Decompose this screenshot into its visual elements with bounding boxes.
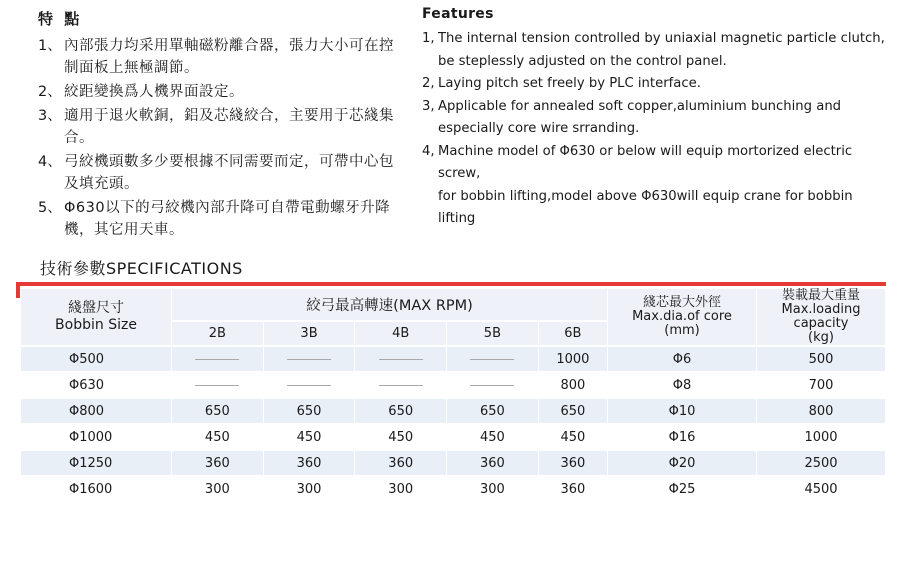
bobbin-size-header-zh: 綫盤尺寸 (68, 300, 124, 316)
bobbin-size-cell: Φ1600 (21, 477, 171, 501)
rpm-cell: 300 (355, 477, 446, 501)
en-feature-num: 4, (422, 143, 435, 159)
core-dia-header-unit: (mm) (664, 323, 700, 338)
rpm-cell (172, 347, 263, 371)
empty-dash (470, 385, 514, 386)
rpm-cell: 450 (539, 425, 607, 449)
capacity-cell: 700 (757, 373, 885, 397)
zh-feature-text: 適用于退火軟銅，鋁及芯綫絞合，主要用于芯綫集合。 (64, 108, 394, 146)
empty-dash (379, 359, 423, 360)
rpm-cell: 650 (264, 399, 355, 423)
bobbin-size-cell: Φ500 (21, 347, 171, 371)
zh-feature-item (38, 105, 408, 149)
zh-feature-text: 絞距變換爲人機界面設定。 (64, 84, 244, 100)
core-dia-cell: Φ25 (608, 477, 756, 501)
empty-dash (470, 359, 514, 360)
en-feature-num (422, 186, 438, 231)
rpm-sub-header: 3B (264, 322, 355, 345)
rpm-cell (355, 347, 446, 371)
zh-feature-item (38, 35, 408, 79)
capacity-header-zh: 裝載最大重量 (781, 288, 860, 303)
bobbin-size-cell: Φ800 (21, 399, 171, 423)
accent-bar (16, 282, 886, 286)
zh-feature-text: 內部張力均采用單軸磁粉離合器，張力大小可在控制面板上無極調節。 (64, 38, 394, 76)
capacity-cell: 800 (757, 399, 885, 423)
table-row (21, 477, 885, 501)
en-features-title: Features (422, 6, 494, 22)
rpm-cell (447, 347, 538, 371)
rpm-cell: 360 (264, 451, 355, 475)
en-feature-item (422, 186, 892, 231)
rpm-cell: 650 (172, 399, 263, 423)
bobbin-size-cell: Φ1250 (21, 451, 171, 475)
zh-features (38, 8, 408, 243)
en-feature-text: Machine model of Φ630 or below will equip mortorized electric screw, (438, 143, 853, 181)
table-row (21, 425, 885, 449)
rpm-cell (264, 347, 355, 371)
core-dia-cell: Φ20 (608, 451, 756, 475)
rpm-cell: 650 (539, 399, 607, 423)
en-feature-num: 2, (422, 76, 435, 91)
bobbin-size-cell: Φ630 (21, 373, 171, 397)
rpm-sub-header: 6B (539, 322, 607, 345)
rpm-cell: 300 (172, 477, 263, 501)
rpm-cell: 450 (447, 425, 538, 449)
rpm-cell: 300 (447, 477, 538, 501)
rpm-cell: 360 (172, 451, 263, 475)
empty-dash (195, 385, 239, 386)
specs-table (20, 287, 886, 503)
empty-dash (287, 385, 331, 386)
rpm-cell: 450 (355, 425, 446, 449)
zh-feature-num: 3、 (38, 108, 62, 124)
capacity-cell: 500 (757, 347, 885, 371)
specs-heading: 技術參數SPECIFICATIONS (40, 259, 243, 278)
zh-feature-num: 4、 (38, 154, 62, 170)
en-feature-text: The internal tension controlled by uniaxial magnetic particle clutch, be steplessly adjusted on the control panel. (438, 31, 885, 69)
capacity-cell: 1000 (757, 425, 885, 449)
rpm-cell: 360 (355, 451, 446, 475)
capacity-header-unit: (kg) (808, 330, 834, 345)
zh-features-title: 特 點 (38, 10, 83, 28)
bobbin-size-header-en: Bobbin Size (55, 317, 137, 333)
core-dia-header (608, 289, 756, 345)
zh-feature-item (38, 81, 408, 103)
zh-feature-num: 5、 (38, 200, 62, 216)
zh-feature-text: Φ630以下的弓絞機內部升降可自帶電動螺牙升降機，其它用天車。 (64, 200, 391, 238)
rpm-cell: 360 (539, 477, 607, 501)
rpm-cell (172, 373, 263, 397)
en-feature-item (422, 96, 892, 141)
core-dia-header-en: Max.dia.of core (632, 309, 732, 324)
table-row (21, 373, 885, 397)
zh-feature-item (38, 197, 408, 241)
en-feature-text: Laying pitch set freely by PLC interface. (438, 76, 701, 91)
en-feature-item (422, 141, 892, 186)
core-dia-cell: Φ16 (608, 425, 756, 449)
rpm-cell: 650 (355, 399, 446, 423)
core-dia-header-zh: 綫芯最大外徑 (642, 295, 721, 310)
max-rpm-header: 絞弓最高轉速(MAX RPM) (172, 289, 607, 320)
rpm-sub-header: 4B (355, 322, 446, 345)
empty-dash (195, 359, 239, 360)
capacity-cell: 2500 (757, 451, 885, 475)
en-features (422, 6, 892, 231)
rpm-cell (264, 373, 355, 397)
core-dia-cell: Φ6 (608, 347, 756, 371)
rpm-cell: 300 (264, 477, 355, 501)
en-feature-num: 1, (422, 31, 435, 46)
rpm-cell: 1000 (539, 347, 607, 371)
rpm-cell: 360 (539, 451, 607, 475)
rpm-cell (447, 373, 538, 397)
empty-dash (287, 359, 331, 360)
table-row (21, 347, 885, 371)
capacity-cell: 4500 (757, 477, 885, 501)
rpm-cell: 450 (172, 425, 263, 449)
rpm-cell: 360 (447, 451, 538, 475)
core-dia-cell: Φ10 (608, 399, 756, 423)
zh-feature-num: 2、 (38, 84, 62, 100)
rpm-cell: 450 (264, 425, 355, 449)
capacity-header (757, 289, 885, 345)
rpm-sub-header: 5B (447, 322, 538, 345)
rpm-sub-header: 2B (172, 322, 263, 345)
rpm-cell: 650 (447, 399, 538, 423)
zh-feature-item (38, 151, 408, 195)
bobbin-size-cell: Φ1000 (21, 425, 171, 449)
en-feature-text: Applicable for annealed soft copper,aluminium bunching and especially core wire srranding. (438, 98, 842, 136)
rpm-cell (355, 373, 446, 397)
en-feature-item (422, 73, 892, 96)
bobbin-size-header (21, 289, 171, 345)
capacity-header-en: Max.loading capacity (781, 302, 861, 331)
rpm-cell: 800 (539, 373, 607, 397)
zh-feature-num: 1、 (38, 38, 62, 54)
table-row (21, 399, 885, 423)
en-feature-item (422, 28, 892, 73)
core-dia-cell: Φ8 (608, 373, 756, 397)
empty-dash (379, 385, 423, 386)
table-row (21, 451, 885, 475)
en-feature-num: 3, (422, 98, 435, 114)
en-feature-text: for bobbin lifting,model above Φ630will equip crane for bobbin lifting (438, 188, 853, 226)
zh-feature-text: 弓絞機頭數多少要根據不同需要而定，可帶中心包及填充頭。 (64, 154, 394, 192)
